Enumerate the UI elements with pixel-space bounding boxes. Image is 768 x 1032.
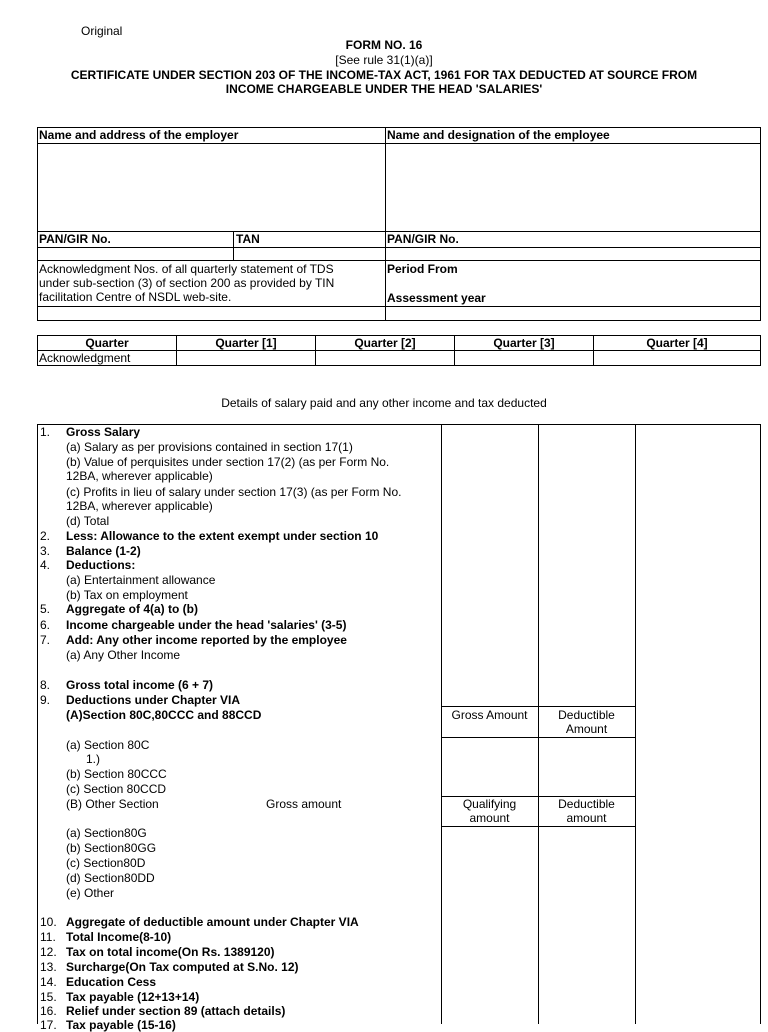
employee-pan-label: PAN/GIR No. <box>387 232 459 246</box>
total-income-label: Total Income(8-10) <box>66 930 172 944</box>
row-number-10: 10. <box>40 915 57 929</box>
section-80g-label: (a) Section80G <box>66 826 147 840</box>
subhead-a-top-line <box>441 706 636 707</box>
tax-on-total-income-label: Tax on total income(On Rs. 1389120) <box>66 945 275 959</box>
section-80d-label: (c) Section80D <box>66 856 146 870</box>
entertainment-allowance-label: (a) Entertainment allowance <box>66 573 216 587</box>
certificate-title-line1: CERTIFICATE UNDER SECTION 203 OF THE INCOME-TAX ACT, 1961 FOR TAX DEDUCTED AT SOURCE FROM <box>70 68 698 82</box>
salary-table-col3-divider <box>635 424 636 1024</box>
section-80c-item-1: 1.) <box>86 752 101 766</box>
qualifying-amount-column-header-line1: Qualifying <box>462 797 517 811</box>
row-number-1: 1. <box>40 425 51 439</box>
quarter4-header: Quarter [4] <box>646 336 708 350</box>
ack-description-line2: under sub-section (3) of section 200 as provided by TIN <box>39 276 335 290</box>
assessment-year-label: Assessment year <box>387 291 486 305</box>
row-number-6: 6. <box>40 618 51 632</box>
salary-table-col1-divider <box>441 424 442 1024</box>
gross-total-income-label: Gross total income (6 + 7) <box>66 678 214 692</box>
relief-section-89-label: Relief under section 89 (attach details) <box>66 1004 286 1018</box>
income-chargeable-label: Income chargeable under the head 'salaries' (3-5) <box>66 618 347 632</box>
ack-description-line1: Acknowledgment Nos. of all quarterly statement of TDS <box>39 262 334 276</box>
form-number: FORM NO. 16 <box>345 38 423 52</box>
aggregate-4-label: Aggregate of 4(a) to (b) <box>66 602 198 616</box>
employee-heading: Name and designation of the employee <box>387 128 610 142</box>
deductible-amount-2-column-header-line1: Deductible <box>558 797 615 811</box>
row-number-9: 9. <box>40 693 51 707</box>
quarter4-ack-field[interactable] <box>593 350 761 366</box>
section-80dd-label: (d) Section80DD <box>66 871 155 885</box>
row-number-4: 4. <box>40 558 51 572</box>
other-section-label: (B) Other Section <box>66 797 159 811</box>
tax-on-employment-label: (b) Tax on employment <box>66 588 188 602</box>
other-deduction-label: (e) Other <box>66 886 115 900</box>
chapter-via-deductions-label: Deductions under Chapter VIA <box>66 693 241 707</box>
balance-label: Balance (1-2) <box>66 544 141 558</box>
pan-tan-value-field[interactable] <box>37 247 386 261</box>
perquisites-label-line1: (b) Value of perquisites under section 17(2) (as per Form No. <box>66 455 390 469</box>
row-number-3: 3. <box>40 544 51 558</box>
period-from-label: Period From <box>387 262 458 276</box>
qualifying-amount-column-header-line2: amount <box>469 811 510 825</box>
education-cess-label: Education Cess <box>66 975 157 989</box>
employer-address-field[interactable] <box>37 143 386 232</box>
copy-label: Original <box>81 24 123 38</box>
salary-table-right-border <box>760 424 761 1024</box>
employer-heading: Name and address of the employer <box>39 128 239 142</box>
row-number-13: 13. <box>40 960 57 974</box>
row-number-5: 5. <box>40 602 51 616</box>
allowance-exempt-label: Less: Allowance to the extent exempt under section 10 <box>66 529 379 543</box>
profits-in-lieu-label-line2: 12BA, wherever applicable) <box>66 499 213 513</box>
ack-row-label: Acknowledgment <box>39 351 131 365</box>
deductible-amount-2-column-header-line2: amount <box>566 811 607 825</box>
any-other-income-label: (a) Any Other Income <box>66 648 181 662</box>
gross-salary-label: Gross Salary <box>66 425 141 439</box>
row-number-16: 16. <box>40 1004 57 1018</box>
employee-designation-field[interactable] <box>385 143 761 232</box>
subhead-a-bottom-line <box>441 737 636 738</box>
employer-pan-label: PAN/GIR No. <box>39 232 111 246</box>
net-tax-payable-label: Tax payable (15-16) <box>66 1018 176 1032</box>
deductible-amount-column-header-line2: Amount <box>565 722 608 736</box>
employee-pan-value-field[interactable] <box>385 247 761 261</box>
salary-table-left-border <box>37 424 38 1024</box>
gross-amount-column-header: Gross Amount <box>451 708 528 722</box>
section-80ccc-label: (b) Section 80CCC <box>66 767 167 781</box>
section-80ccd-label: (c) Section 80CCD <box>66 782 167 796</box>
perquisites-label-line2: 12BA, wherever applicable) <box>66 469 213 483</box>
section-80c-label: (a) Section 80C <box>66 738 150 752</box>
quarter2-header: Quarter [2] <box>354 336 416 350</box>
quarter3-ack-field[interactable] <box>454 350 594 366</box>
deductions-label: Deductions: <box>66 558 136 572</box>
ack-description-line3: facilitation Centre of NSDL web-site. <box>39 290 232 304</box>
quarter1-ack-field[interactable] <box>176 350 316 366</box>
profits-in-lieu-label-line1: (c) Profits in lieu of salary under section 17(3) (as per Form No. <box>66 485 402 499</box>
ack-value-field[interactable] <box>37 306 386 321</box>
period-value-field[interactable] <box>385 306 761 321</box>
salary-table-top-border <box>37 424 761 425</box>
row-number-7: 7. <box>40 633 51 647</box>
row-number-14: 14. <box>40 975 57 989</box>
row-number-8: 8. <box>40 678 51 692</box>
row-number-15: 15. <box>40 990 57 1004</box>
quarter2-ack-field[interactable] <box>315 350 455 366</box>
section-80c-group-label: (A)Section 80C,80CCC and 88CCD <box>66 708 262 722</box>
other-income-label: Add: Any other income reported by the employee <box>66 633 347 647</box>
rule-reference: [See rule 31(1)(a)] <box>335 53 433 67</box>
row-number-11: 11. <box>40 930 56 944</box>
section-80gg-label: (b) Section80GG <box>66 841 157 855</box>
other-section-gross-amount-label: Gross amount <box>266 797 342 811</box>
subhead-b-bottom-line <box>441 826 636 827</box>
salary-17-1-label: (a) Salary as per provisions contained in section 17(1) <box>66 440 353 454</box>
quarter-header: Quarter <box>85 336 129 350</box>
tan-label: TAN <box>236 232 260 246</box>
gross-total-subtotal-label: (d) Total <box>66 514 110 528</box>
deductible-amount-column-header-line1: Deductible <box>558 708 615 722</box>
tax-payable-label: Tax payable (12+13+14) <box>66 990 200 1004</box>
details-heading: Details of salary paid and any other income and tax deducted <box>221 396 547 410</box>
row-number-12: 12. <box>40 945 57 959</box>
certificate-title-line2: INCOME CHARGEABLE UNDER THE HEAD 'SALARIES' <box>225 82 543 96</box>
quarter1-header: Quarter [1] <box>215 336 277 350</box>
aggregate-deductible-label: Aggregate of deductible amount under Chapter VIA <box>66 915 359 929</box>
row-number-2: 2. <box>40 529 51 543</box>
surcharge-label: Surcharge(On Tax computed at S.No. 12) <box>66 960 299 974</box>
quarter3-header: Quarter [3] <box>493 336 555 350</box>
row-number-17: 17. <box>40 1018 57 1032</box>
